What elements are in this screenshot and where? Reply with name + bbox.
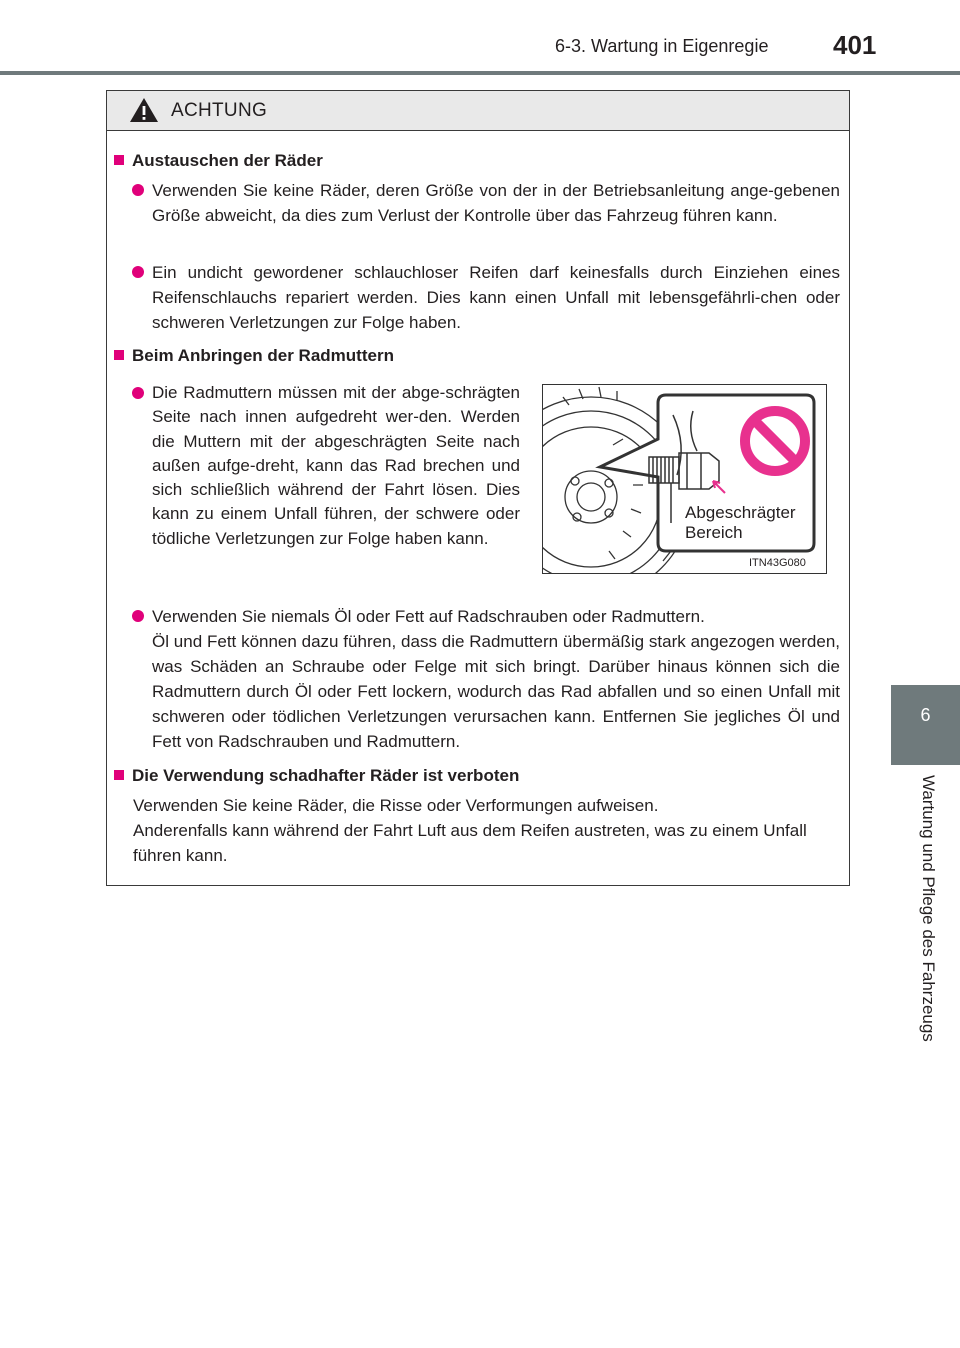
bullet-text: Ein undicht gewordener schlauchloser Reifen darf keinesfalls durch Einziehen eines Reifenschlauchs repariert werden. Dies kann einen Unfall mit lebensgefährli-chen oder schweren Verletzungen zur Folge haben. bbox=[152, 263, 840, 332]
bullet-text: Verwenden Sie niemals Öl oder Fett auf Radschrauben oder Radmuttern. bbox=[152, 607, 705, 626]
figure-label: Abgeschrägter Bereich bbox=[685, 503, 796, 542]
bullet-text: Die Radmuttern müssen mit der abge-schrägten Seite nach innen aufgedreht wer-den. Werden die Muttern mit der abgeschrägten Seite nach außen aufge-dreht, kann das Rad brechen und sich schließlich während der Fahrt lösen. Dies kann zu einem Unfall führen, der schwere oder tödliche Verletzungen zur Folge haben kann. bbox=[152, 383, 520, 548]
section-title: 6-3. Wartung in Eigenregie bbox=[555, 36, 769, 56]
wheel-nut-figure bbox=[542, 384, 827, 574]
page-number: 401 bbox=[833, 30, 877, 60]
warning-header bbox=[107, 91, 849, 131]
warning-triangle-icon bbox=[129, 97, 159, 123]
section-heading: Austauschen der Räder bbox=[114, 148, 323, 173]
bullet-text: Verwenden Sie keine Räder, deren Größe von der in der Betriebsanleitung ange-gebenen Größe abweicht, da dies zum Verlust der Kontrolle über das Fahrzeug führen kann. bbox=[152, 181, 840, 225]
section-heading: Beim Anbringen der Radmuttern bbox=[114, 343, 394, 368]
paragraph: Verwenden Sie keine Räder, die Risse oder Verformungen aufweisen. bbox=[133, 796, 659, 815]
bullet-icon bbox=[132, 387, 144, 399]
chapter-tab: 6 bbox=[891, 685, 960, 765]
section-heading: Die Verwendung schadhafter Räder ist verboten bbox=[114, 763, 519, 788]
header-rule bbox=[0, 71, 960, 75]
paragraph: Anderenfalls kann während der Fahrt Luft aus dem Reifen austreten, was zu einem Unfall führen kann. bbox=[133, 821, 807, 865]
warning-title: ACHTUNG bbox=[171, 100, 268, 121]
bullet-icon bbox=[132, 266, 144, 278]
bullet-icon bbox=[132, 610, 144, 622]
bullet-text: Öl und Fett können dazu führen, dass die Radmuttern übermäßig stark angezogen werden, was Schäden an Schraube oder Felge mit sich bringt. Darüber hinaus können sich die Radmuttern durch Öl oder Fett lockern, wodurch das Rad abfallen und so einen Unfall mit schweren oder tödlichen Verletzungen verursachen kann. Entfernen Sie jegliches Öl und Fett von Radschrauben und Radmuttern. bbox=[152, 632, 840, 751]
wheel-nut-illustration bbox=[543, 385, 827, 574]
bullet-icon bbox=[132, 184, 144, 196]
chapter-title: Wartung und Pflege des Fahrzeugs bbox=[919, 775, 938, 1042]
figure-code: ITN43G080 bbox=[749, 557, 806, 569]
